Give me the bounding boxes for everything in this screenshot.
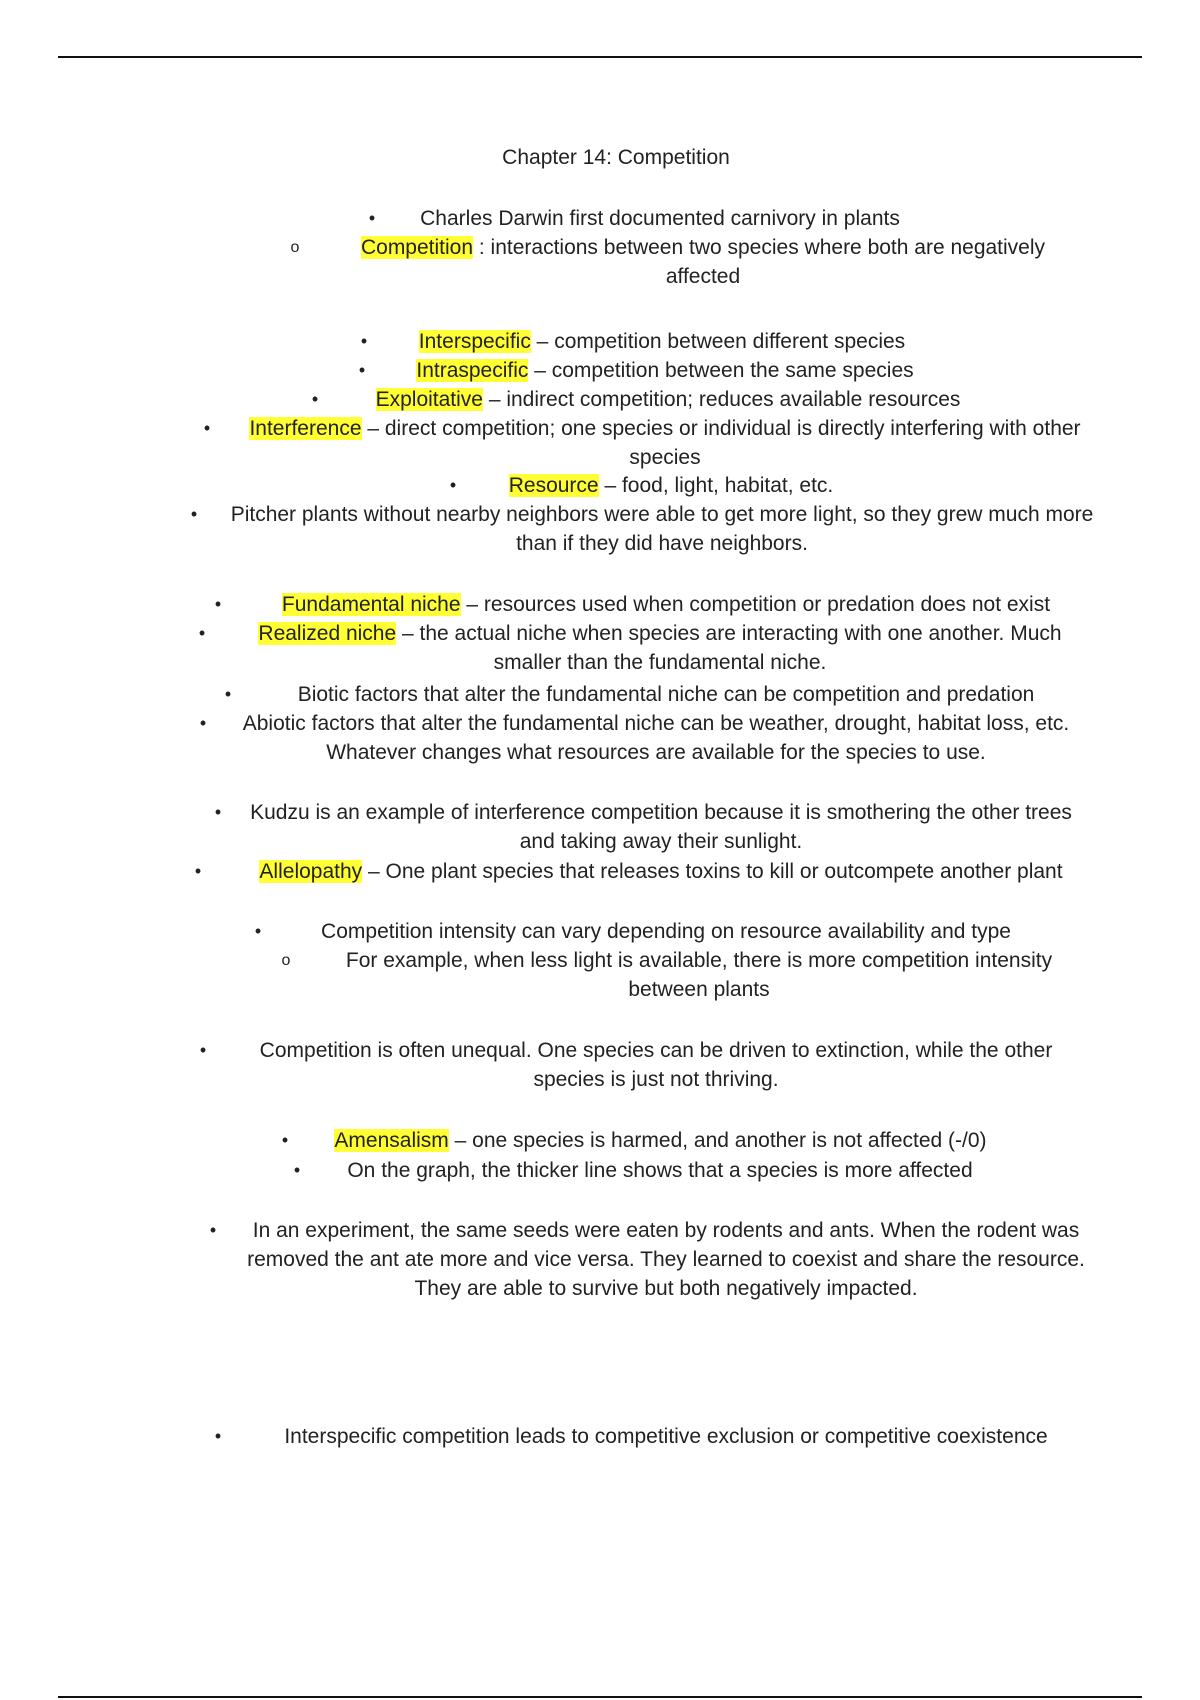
bullet-icon: •: [198, 623, 206, 643]
bullet-icon: •: [199, 713, 207, 733]
bullet-icon: •: [360, 331, 368, 351]
list-item: • Fundamental niche – resources used when competition or predation does not exist: [208, 590, 1088, 619]
bullet-icon: •: [214, 594, 222, 614]
list-item: • Competition is often unequal. One species can be driven to extinction, while the other species is just not thriving.: [193, 1036, 1083, 1094]
list-item: • Resource – food, light, habitat, etc.: [443, 471, 863, 500]
bullet-icon: •: [203, 418, 211, 438]
list-item: • Pitcher plants without nearby neighbors were able to get more light, so they grew much more than if they did have neighbors.: [184, 500, 1104, 558]
list-item: • Exploitative – indirect competition; reduces available resources: [305, 385, 995, 414]
term-highlight: Intraspecific: [416, 359, 529, 382]
bullet-icon: •: [194, 861, 202, 881]
bullet-icon: •: [214, 1426, 222, 1446]
list-item: • Allelopathy – One plant species that releases toxins to kill or outcompete another plant: [188, 857, 1098, 886]
term-highlight: Competition: [360, 236, 474, 259]
list-item: • Intraspecific – competition between the same species: [352, 356, 942, 385]
list-item: • Amensalism – one species is harmed, and another is not affected (-/0): [275, 1126, 1010, 1155]
bullet-icon: •: [358, 360, 366, 380]
top-rule: [58, 56, 1142, 58]
term-highlight: Allelopathy: [259, 860, 363, 883]
circle-bullet-icon: o: [281, 952, 291, 969]
list-item: • Abiotic factors that alter the fundamental niche can be weather, drought, habitat loss, etc. Whatever changes what resources are available for the species to use.: [193, 709, 1083, 767]
list-item: • Interspecific – competition between different species: [354, 327, 934, 356]
list-item: • Competition intensity can vary depending on resource availability and type: [248, 917, 1048, 946]
term-highlight: Interspecific: [418, 330, 531, 353]
list-item: • Interspecific competition leads to competitive exclusion or competitive coexistence: [208, 1422, 1088, 1451]
term-highlight: Realized niche: [258, 622, 397, 645]
page-title: Chapter 14: Competition: [502, 146, 730, 169]
bottom-rule: [58, 1696, 1142, 1698]
bullet-icon: •: [368, 208, 376, 228]
list-item: • Realized niche – the actual niche when species are interacting with one another. Much smaller than the fundamental niche.: [192, 619, 1092, 677]
bullet-icon: •: [281, 1130, 289, 1150]
list-item: • In an experiment, the same seeds were eaten by rodents and ants. When the rodent was removed the ant ate more and vice versa. They learned to coexist and share the resource. They are able to survive but both negatively impacted.: [203, 1216, 1093, 1303]
term-highlight: Fundamental niche: [281, 593, 461, 616]
list-item: • Kudzu is an example of interference competition because it is smothering the other trees and taking away their sunlight.: [208, 798, 1078, 856]
list-item: o Competition : interactions between two species where both are negatively affected: [285, 233, 1085, 291]
list-item: • Biotic factors that alter the fundamental niche can be competition and predation: [218, 680, 1078, 709]
bullet-icon: •: [449, 475, 457, 495]
term-highlight: Exploitative: [375, 388, 483, 411]
bullet-icon: •: [190, 504, 198, 524]
circle-bullet-icon: o: [290, 239, 300, 256]
list-item: • On the graph, the thicker line shows that a species is more affected: [287, 1156, 997, 1185]
bullet-icon: •: [214, 802, 222, 822]
list-item: • Charles Darwin first documented carnivory in plants: [362, 204, 922, 233]
bullet-icon: •: [199, 1040, 207, 1060]
term-highlight: Interference: [249, 417, 362, 440]
list-item: • Interference – direct competition; one species or individual is directly interfering with other species: [197, 414, 1097, 472]
bullet-icon: •: [254, 921, 262, 941]
list-item: o For example, when less light is available, there is more competition intensity between plants: [276, 946, 1086, 1004]
term-highlight: Resource: [508, 474, 599, 497]
bullet-icon: •: [209, 1220, 217, 1240]
term-highlight: Amensalism: [334, 1129, 449, 1152]
bullet-icon: •: [311, 389, 319, 409]
bullet-icon: •: [224, 684, 232, 704]
bullet-icon: •: [293, 1160, 301, 1180]
